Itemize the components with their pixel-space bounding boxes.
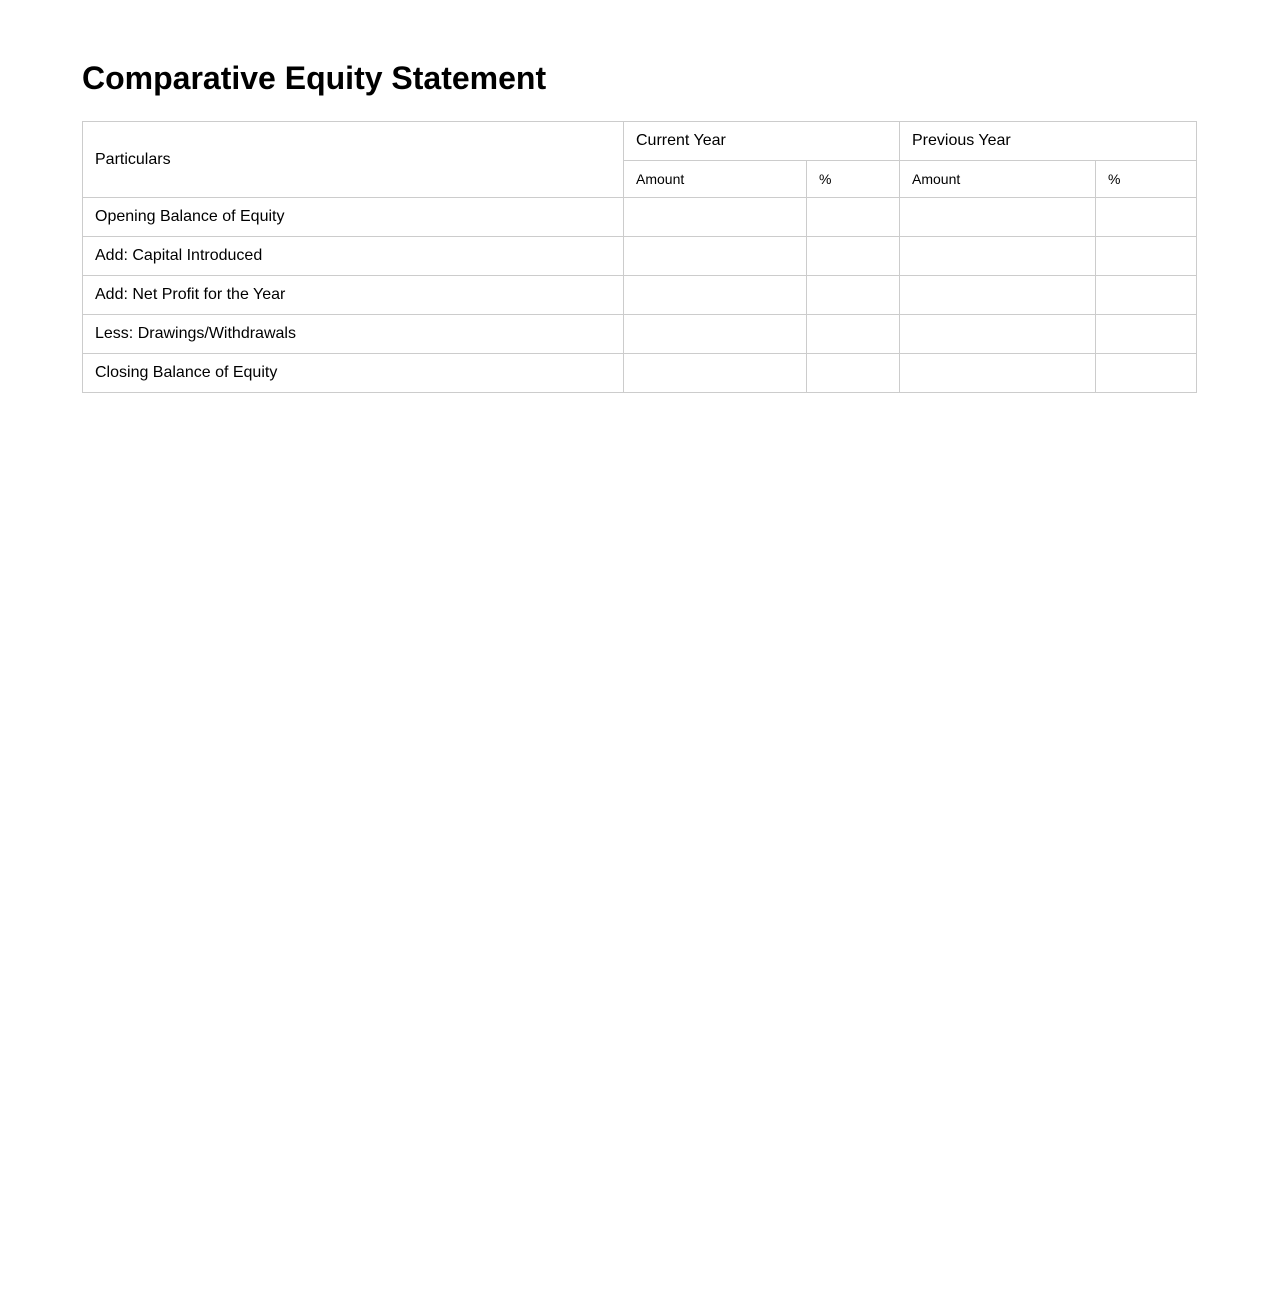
row-particular: Closing Balance of Equity [83, 354, 624, 393]
cell-current-percent [807, 315, 900, 354]
cell-previous-amount [900, 276, 1096, 315]
table-row [83, 198, 1197, 237]
header-current-percent: % [807, 161, 900, 198]
cell-current-amount [624, 354, 807, 393]
row-particular: Less: Drawings/Withdrawals [83, 315, 624, 354]
cell-previous-percent [1096, 276, 1197, 315]
header-previous-percent: % [1096, 161, 1197, 198]
cell-current-amount [624, 276, 807, 315]
cell-previous-percent [1096, 354, 1197, 393]
cell-current-percent [807, 354, 900, 393]
header-particulars: Particulars [83, 122, 624, 198]
cell-previous-amount [900, 198, 1096, 237]
row-particular: Add: Capital Introduced [83, 237, 624, 276]
page-title: Comparative Equity Statement [82, 60, 547, 96]
cell-previous-percent [1096, 315, 1197, 354]
header-current-amount: Amount [624, 161, 807, 198]
cell-previous-amount [900, 315, 1096, 354]
cell-current-percent [807, 237, 900, 276]
header-row-groups [83, 122, 1197, 161]
cell-previous-percent [1096, 198, 1197, 237]
header-previous-year: Previous Year [900, 122, 1197, 161]
table-row [83, 354, 1197, 393]
cell-previous-amount [900, 237, 1096, 276]
cell-previous-amount [900, 354, 1096, 393]
cell-current-percent [807, 276, 900, 315]
cell-current-amount [624, 237, 807, 276]
header-current-year: Current Year [624, 122, 900, 161]
table-row [83, 315, 1197, 354]
table-row [83, 276, 1197, 315]
row-particular: Opening Balance of Equity [83, 198, 624, 237]
header-previous-amount: Amount [900, 161, 1096, 198]
cell-previous-percent [1096, 237, 1197, 276]
row-particular: Add: Net Profit for the Year [83, 276, 624, 315]
cell-current-amount [624, 315, 807, 354]
cell-current-percent [807, 198, 900, 237]
table-row [83, 237, 1197, 276]
cell-current-amount [624, 198, 807, 237]
equity-statement-table [82, 121, 1197, 393]
